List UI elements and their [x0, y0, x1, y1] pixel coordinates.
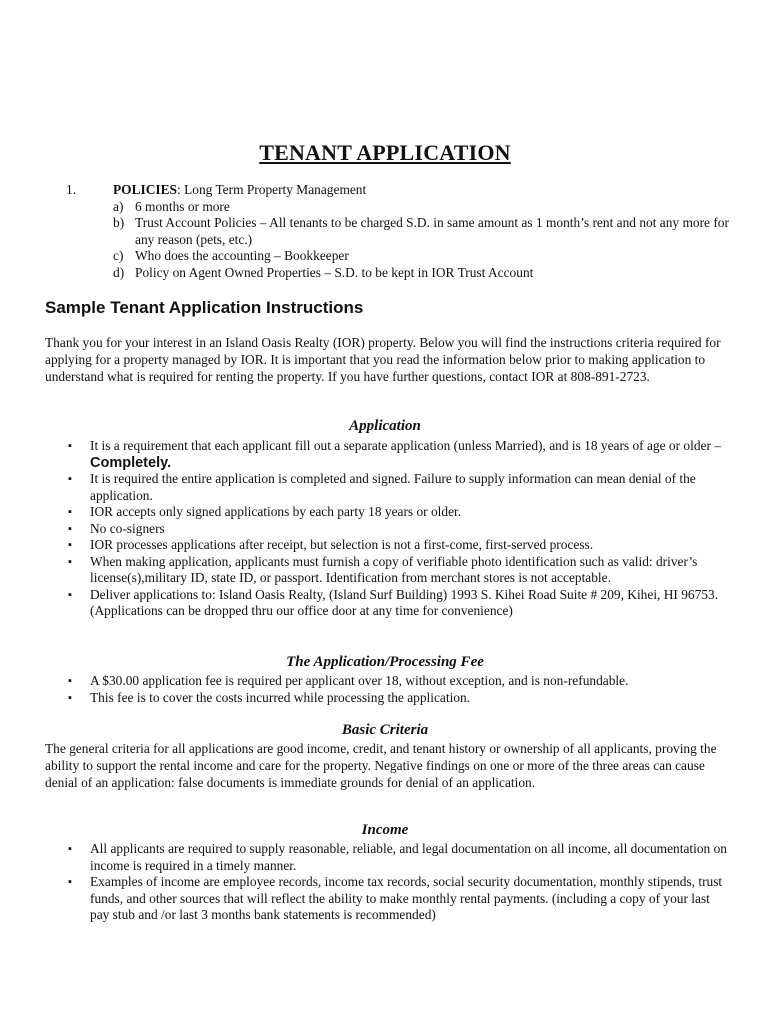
list-item: ▪ It is required the entire application is completed and signed. Failure to supply information can mean denial of the application. — [68, 471, 728, 504]
intro-paragraph: Thank you for your interest in an Island Oasis Realty (IOR) property. Below you will find the instructions criteria required for applying for a property managed by IOR. It is important that you read the information below prior to making application to understand what is required for renting the property. If you have further questions, contact IOR at 808-891-2723. — [45, 335, 721, 384]
policies-heading — [113, 182, 366, 199]
list-item: ▪ When making application, applicants must furnish a copy of verifiable photo identification such as valid: driver’s license(s),military ID, state ID, or passport. Identification from merchant stores is not acceptable. — [68, 554, 728, 587]
page-title: TENANT APPLICATION — [259, 140, 511, 165]
policy-item — [113, 199, 733, 216]
policies-number: 1. — [66, 182, 77, 197]
policies-list — [113, 199, 733, 282]
policies-heading-text: : Long Term Property Management — [177, 182, 367, 197]
policy-text: 6 months or more — [135, 198, 230, 214]
list-item: ▪ No co-signers — [68, 521, 728, 538]
policy-letter: a) — [113, 198, 124, 214]
list-item: ▪ Examples of income are employee records, income tax records, social security documentation, monthly stipends, trust funds, and other sources that will reflect the ability to make monthly rental payments. (including a copy of your last pay stub and /or last 3 months bank statements is recommended) — [68, 874, 728, 924]
fee-list — [68, 673, 728, 706]
criteria-heading: Basic Criteria — [341, 722, 429, 738]
policy-text: Policy on Agent Owned Properties – S.D. to be kept in IOR Trust Account — [135, 264, 534, 280]
policy-letter: b) — [113, 215, 125, 230]
list-item: ▪ All applicants are required to supply reasonable, reliable, and legal documentation on all income, all documentation on income is required in a timely manner. — [68, 841, 728, 874]
income-heading: Income — [361, 822, 409, 838]
policy-item — [113, 265, 733, 282]
policy-text: Who does the accounting – Bookkeeper — [135, 248, 349, 263]
list-item: ▪ This fee is to cover the costs incurred while processing the application. — [68, 690, 728, 707]
list-item: ▪ IOR accepts only signed applications by each party 18 years or older. — [68, 504, 728, 521]
policy-letter: d) — [113, 264, 125, 280]
policy-item — [113, 215, 733, 248]
application-heading: Application — [349, 418, 421, 434]
instructions-title: Sample Tenant Application Instructions — [45, 298, 364, 317]
policy-letter: c) — [113, 248, 124, 263]
policies-heading-label: POLICIES — [113, 182, 177, 197]
income-list — [68, 841, 728, 924]
list-item: ▪ A $30.00 application fee is required per applicant over 18, without exception, and is non-refundable. — [68, 673, 728, 690]
completely-emphasis: Completely. — [90, 454, 172, 471]
criteria-paragraph: The general criteria for all applications are good income, credit, and tenant history or ownership of all applicants, proving the ability to support the rental income and care for the property. Negative findings on one or more of the three areas can cause denial of an application: false documents is immediate grounds for denial of an application. — [45, 741, 717, 790]
list-item — [68, 438, 728, 471]
fee-heading: The Application/Processing Fee — [286, 654, 484, 670]
policy-text: Trust Account Policies – All tenants to be charged S.D. in same amount as 1 month’s rent and not any more for any reason (pets, etc.) — [135, 215, 729, 247]
policy-item — [113, 248, 733, 265]
list-item: ▪ Deliver applications to: Island Oasis Realty, (Island Surf Building) 1993 S. Kihei Road Suite # 209, Kihei, HI 96753. (Applications can be dropped thru our office door at any time for convenience) — [68, 587, 728, 620]
list-item: ▪ IOR processes applications after receipt, but selection is not a first-come, first-served process. — [68, 537, 728, 554]
application-requirement-text: It is a requirement that each applicant fill out a separate application (unless Married), and is 18 years of age or older – — [90, 438, 721, 453]
application-list — [68, 438, 728, 620]
